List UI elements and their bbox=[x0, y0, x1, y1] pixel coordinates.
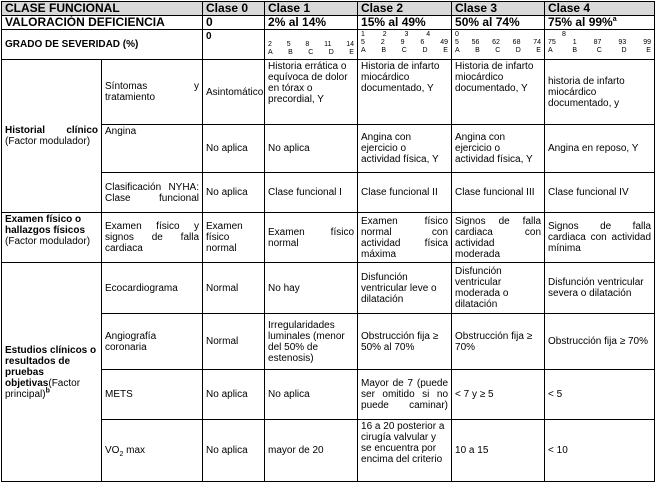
grado-c2-num2: 6 bbox=[420, 39, 425, 46]
examen-cell: Signos de falla cardiaca con actividad mínima bbox=[545, 213, 655, 263]
range-class-4-text: 75% al 99% bbox=[548, 15, 613, 29]
estudios-cell: 10 a 15 bbox=[452, 420, 545, 482]
grado-c4-num: 75 bbox=[548, 39, 556, 46]
examen-cell: Signos de falla cardiaca con actividad moderada bbox=[452, 213, 545, 263]
range-class-3: 50% al 74% bbox=[452, 16, 545, 30]
grado-letter: E bbox=[443, 47, 448, 54]
range-class-1: 2% al 14% bbox=[265, 16, 358, 30]
historial-row-label: Angina bbox=[102, 125, 203, 173]
grado-letter: D bbox=[515, 47, 521, 54]
grado-c1-num: 14 bbox=[346, 41, 354, 48]
grado-letter: C bbox=[596, 47, 602, 54]
estudios-cell: No aplica bbox=[203, 370, 265, 420]
grado-c2-num2: 2 bbox=[380, 39, 385, 46]
header-class-2: Clase 2 bbox=[358, 2, 452, 16]
grado-c2-num2: 5 bbox=[361, 39, 365, 46]
header-row-ranges bbox=[2, 16, 655, 30]
grado-letter: C bbox=[401, 47, 407, 54]
table-row bbox=[2, 60, 655, 125]
estudios-cell: Disfunción ventricular severa o dilatación bbox=[545, 263, 655, 314]
historial-cell: Clase funcional III bbox=[452, 173, 545, 213]
estudios-cell: Obstrucción fija ≥ 70% bbox=[545, 314, 655, 370]
grado-c2-num: 1 bbox=[361, 31, 365, 38]
grado-c1-num: 11 bbox=[324, 41, 332, 48]
grado-letter: B bbox=[572, 47, 578, 54]
grado-letter: C bbox=[495, 47, 501, 54]
functional-class-table bbox=[1, 1, 655, 482]
estudios-row-label: Ecocardiograma bbox=[102, 263, 203, 314]
grado-letter: E bbox=[536, 47, 541, 54]
range-class-2: 15% al 49% bbox=[358, 16, 452, 30]
estudios-cell: Normal bbox=[203, 314, 265, 370]
grado-letter: E bbox=[349, 49, 354, 56]
grado-c4-top: 8 bbox=[562, 31, 566, 38]
grado-c1-num: 2 bbox=[268, 41, 272, 48]
grado-c1-num: 8 bbox=[305, 41, 310, 48]
table-row bbox=[2, 213, 655, 263]
examen-cell: Examen físico normal con actividad física máxima bbox=[358, 213, 452, 263]
historial-row-label: Síntomas y tratamiento bbox=[102, 60, 203, 125]
estudios-cell: Disfunción ventricular moderada o dilatación bbox=[452, 263, 545, 314]
examen-category bbox=[2, 213, 102, 263]
estudios-row-label bbox=[102, 420, 203, 482]
grado-letter: E bbox=[646, 47, 651, 54]
range-class-0: 0 bbox=[203, 16, 265, 30]
grado-c3-num: 68 bbox=[512, 39, 521, 46]
estudios-cell: Obstrucción fija ≥ 50% al 70% bbox=[358, 314, 452, 370]
estudios-cell: Mayor de 7 (puede ser omitido si no puede caminar) bbox=[358, 370, 452, 420]
grado-c4-num: 87 bbox=[593, 39, 602, 46]
estudios-cell: No hay bbox=[265, 263, 358, 314]
estudios-cell: No aplica bbox=[203, 420, 265, 482]
grado-c2-num: 4 bbox=[426, 31, 431, 38]
grado-letter: A bbox=[455, 47, 460, 54]
range-class-4-sup: a bbox=[612, 16, 617, 23]
estudios-title: Estudios clínicos o resultados de pruebas objetivas bbox=[5, 344, 97, 389]
grado-c3-num: 56 bbox=[471, 39, 480, 46]
grado-c4-num: 1 bbox=[572, 39, 577, 46]
estudios-subtitle: (Factor principal) bbox=[5, 377, 81, 400]
grado-letter: D bbox=[422, 47, 428, 54]
grado-c3-top: 0 bbox=[455, 31, 459, 38]
historial-cell: Asintomático bbox=[203, 60, 265, 125]
grado-letter: D bbox=[621, 47, 627, 54]
vo2-label-sub: 2 bbox=[119, 451, 124, 458]
examen-subtitle: (Factor modulador) bbox=[5, 236, 91, 247]
vo2-label-main: VO bbox=[105, 445, 120, 456]
grado-c2-num: 2 bbox=[382, 31, 387, 38]
historial-cell: Historia de infarto miocárdico documentado, Y bbox=[358, 60, 452, 125]
grado-letter: B bbox=[288, 49, 293, 56]
grado-row bbox=[2, 30, 655, 60]
grado-class-4 bbox=[545, 30, 655, 60]
header-class-3: Clase 3 bbox=[452, 2, 545, 16]
grado-c2-num2: 9 bbox=[400, 39, 405, 46]
range-class-4 bbox=[545, 16, 655, 30]
grado-letter: A bbox=[548, 47, 553, 54]
examen-cell: Examen físico normal bbox=[265, 213, 358, 263]
estudios-sup: b bbox=[45, 387, 50, 395]
estudios-row-label: METS bbox=[102, 370, 203, 420]
examen-cell: Examen físico normal bbox=[203, 213, 265, 263]
estudios-cell: Normal bbox=[203, 263, 265, 314]
estudios-cell: < 5 bbox=[545, 370, 655, 420]
historial-cell: No aplica bbox=[265, 125, 358, 173]
estudios-cell: < 7 y ≥ 5 bbox=[452, 370, 545, 420]
header-valoracion: VALORACIÓN DEFICIENCIA bbox=[2, 16, 203, 30]
historial-cell: Angina en reposo, Y bbox=[545, 125, 655, 173]
grado-letter: D bbox=[328, 49, 334, 56]
historial-cell: historia de infarto miocárdico documentado, y bbox=[545, 60, 655, 125]
examen-row-label: Examen físico y signos de falla cardiaca bbox=[102, 213, 203, 263]
estudios-cell: 16 a 20 posterior a cirugía valvular y se encuentra por encima del criterio bbox=[358, 420, 452, 482]
vo2-label-tail: max bbox=[123, 445, 146, 456]
estudios-cell: < 10 bbox=[545, 420, 655, 482]
grado-class-2 bbox=[358, 30, 452, 60]
historial-cell: Clase funcional II bbox=[358, 173, 452, 213]
estudios-row-label: Angiografía coronaria bbox=[102, 314, 203, 370]
estudios-cell: Irregularidades luminales (menor del 50% de estenosis) bbox=[265, 314, 358, 370]
grado-c3-num: 74 bbox=[533, 39, 541, 46]
grado-class-0: 0 bbox=[203, 30, 265, 60]
grado-c3-num: 62 bbox=[492, 39, 500, 46]
historial-title: Historial clínico bbox=[5, 125, 98, 136]
historial-cell: Historia de infarto miocárdico documentado, Y bbox=[452, 60, 545, 125]
grado-c2-num: 3 bbox=[404, 31, 409, 38]
header-row-classes bbox=[2, 2, 655, 16]
header-functional-class: CLASE FUNCIONAL bbox=[2, 2, 203, 16]
historial-cell: Angina con ejercicio o actividad física, Y bbox=[358, 125, 452, 173]
historial-cell: Clase funcional IV bbox=[545, 173, 655, 213]
historial-cell: Clase funcional I bbox=[265, 173, 358, 213]
historial-category bbox=[2, 60, 102, 213]
grado-c3-num: 5 bbox=[455, 39, 459, 46]
historial-cell: No aplica bbox=[203, 125, 265, 173]
examen-title: Examen físico o hallazgos físicos bbox=[5, 214, 86, 236]
grado-c2-num2: 49 bbox=[440, 39, 448, 46]
grado-letter: C bbox=[308, 49, 314, 56]
grado-c4-num: 99 bbox=[643, 39, 651, 46]
historial-cell: Angina con ejercicio o actividad física, Y bbox=[452, 125, 545, 173]
estudios-cell: No aplica bbox=[265, 370, 358, 420]
estudios-cell: mayor de 20 bbox=[265, 420, 358, 482]
historial-row-label: Clasificación NYHA: Clase funcional bbox=[102, 173, 203, 213]
grado-class-1 bbox=[265, 30, 358, 60]
grado-letter: B bbox=[381, 47, 387, 54]
header-class-4: Clase 4 bbox=[545, 2, 655, 16]
historial-subtitle: (Factor modulador) bbox=[5, 136, 91, 147]
estudios-cell: Obstrucción fija ≥ 70% bbox=[452, 314, 545, 370]
table-row bbox=[2, 263, 655, 314]
estudios-category bbox=[2, 263, 102, 482]
grado-c1-num: 5 bbox=[286, 41, 291, 48]
grado-letter: A bbox=[361, 47, 366, 54]
header-class-1: Clase 1 bbox=[265, 2, 358, 16]
grado-label: GRADO DE SEVERIDAD (%) bbox=[2, 30, 203, 60]
grado-letter: B bbox=[475, 47, 480, 54]
header-class-0: Clase 0 bbox=[203, 2, 265, 16]
grado-class-3 bbox=[452, 30, 545, 60]
grado-letter: A bbox=[268, 49, 273, 56]
historial-cell: Historia errática o equívoca de dolor en tórax o precordial, Y bbox=[265, 60, 358, 125]
grado-c4-num: 93 bbox=[618, 39, 627, 46]
historial-cell: No aplica bbox=[203, 173, 265, 213]
estudios-cell: Disfunción ventricular leve o dilatación bbox=[358, 263, 452, 314]
